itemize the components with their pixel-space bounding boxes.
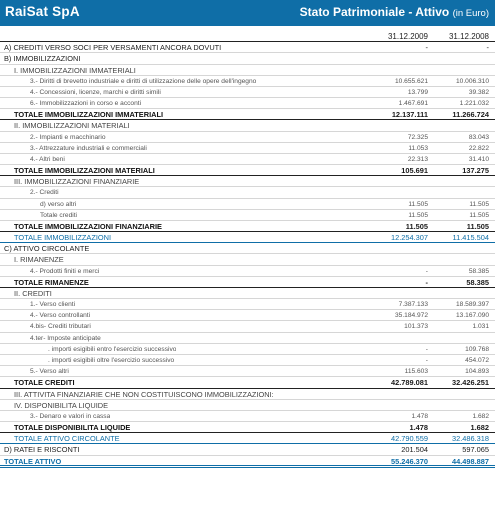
total-row — [0, 165, 495, 176]
value-2009: 11.505 — [408, 200, 428, 208]
value-2008: 44.498.887 — [452, 456, 489, 466]
value-2009: 11.505 — [408, 211, 428, 219]
value-2008: 31.12.2008 — [448, 32, 489, 41]
value-2008: 454.072 — [465, 356, 489, 364]
total-row — [0, 377, 495, 388]
value-2008: 109.768 — [465, 345, 489, 353]
value-2008: 104.893 — [465, 368, 489, 376]
table-row — [0, 243, 495, 254]
row-label: TOTALE IMMOBILIZZAZIONI MATERIALI — [14, 166, 155, 176]
row-label: 4.bis- Crediti tributari — [30, 323, 91, 331]
value-2008: 22.822 — [468, 144, 489, 152]
value-2009: 12.254.307 — [391, 233, 428, 243]
row-label: TOTALE DISPONIBILITA LIQUIDE — [14, 423, 131, 433]
table-row — [0, 76, 495, 87]
value-2009: 7.387.133 — [398, 301, 428, 309]
table-row — [0, 344, 495, 355]
value-2009: 101.373 — [404, 323, 428, 331]
row-label: 1.- Verso clienti — [30, 301, 76, 309]
value-2009: - — [425, 43, 428, 53]
value-2009: 201.504 — [401, 445, 428, 455]
balance-sheet-table — [0, 31, 495, 467]
table-row — [0, 355, 495, 366]
table-row — [0, 176, 495, 187]
row-label: TOTALE ATTIVO CIRCOLANTE — [14, 434, 120, 444]
total-row — [0, 422, 495, 433]
value-2008: 11.505 — [469, 211, 489, 219]
row-label: 2.- Impianti e macchinario — [30, 133, 106, 141]
table-row — [0, 266, 495, 277]
total-row — [0, 221, 495, 232]
row-label: TOTALE IMMOBILIZZAZIONI — [14, 233, 112, 243]
total-row — [0, 277, 495, 288]
value-2009: 42.789.081 — [391, 378, 428, 388]
value-2009: 1.478 — [409, 423, 428, 433]
value-2009: 72.325 — [407, 133, 428, 141]
table-row — [0, 411, 495, 422]
row-label: d) verso altri — [40, 200, 77, 208]
table-row — [0, 187, 495, 198]
value-2009: 13.799 — [407, 88, 428, 96]
total-row — [0, 109, 495, 120]
row-label: 3.- Diritti di brevetto industriale e diritti di utilizzazione delle opere dell'ingegno — [30, 77, 257, 85]
value-2009: 12.137.111 — [391, 110, 428, 120]
value-2009: - — [425, 277, 428, 287]
table-row — [0, 87, 495, 98]
value-2008: 83.043 — [468, 133, 489, 141]
table-row — [0, 154, 495, 165]
row-label: . importi esigibili oltre l'esercizio successivo — [48, 356, 175, 364]
row-label: C) ATTIVO CIRCOLANTE — [4, 244, 90, 254]
row-label: 5.- Verso altri — [30, 368, 69, 376]
table-row — [0, 400, 495, 411]
table-row — [0, 333, 495, 344]
value-2009: 11.505 — [405, 221, 428, 231]
row-label: 2.- Crediti — [30, 189, 59, 197]
value-2008: 58.385 — [468, 267, 489, 275]
value-2008: 1.682 — [472, 412, 489, 420]
row-label: II. IMMOBILIZZAZIONI MATERIALI — [14, 121, 130, 131]
row-label: 4.- Verso controllanti — [30, 312, 91, 320]
row-label: . importi esigibili entro l'esercizio successivo — [48, 345, 177, 353]
table-row — [0, 310, 495, 321]
row-label: III. ATTIVITA FINANZIARIE CHE NON COSTITUISCONO IMMOBILIZZAZIONI: — [14, 389, 274, 399]
total-row — [0, 232, 495, 243]
row-label: 4.- Altri beni — [30, 155, 65, 163]
table-row — [0, 444, 495, 455]
value-2008: 32.426.251 — [452, 378, 489, 388]
value-2009: 115.603 — [404, 368, 428, 376]
value-2008: 11.505 — [466, 221, 489, 231]
row-label: I. IMMOBILIZZAZIONI IMMATERIALI — [14, 65, 136, 75]
table-row — [0, 299, 495, 310]
value-2008: 32.486.318 — [452, 434, 489, 444]
row-label: 4.ter- Imposte anticipate — [30, 334, 101, 342]
row-label: TOTALE IMMOBILIZZAZIONI IMMATERIALI — [14, 110, 164, 120]
row-label: D) RATEI E RISCONTI — [4, 445, 80, 455]
table-row — [0, 254, 495, 265]
value-2009: 35.184.972 — [394, 312, 428, 320]
table-row — [0, 53, 495, 64]
row-label: 6.- Immobilizzazioni in corso e acconti — [30, 100, 142, 108]
row-label: 4.- Concessioni, licenze, marchi e diritti simili — [30, 88, 161, 96]
report-title — [300, 5, 489, 19]
row-label: TOTALE IMMOBILIZZAZIONI FINANZIARIE — [14, 221, 162, 231]
value-2009: 55.246.370 — [391, 456, 428, 466]
table-row — [0, 321, 495, 332]
value-2008: 13.167.090 — [455, 312, 489, 320]
column-header-row — [0, 31, 495, 42]
value-2008: - — [486, 43, 489, 53]
header-banner — [0, 0, 495, 26]
table-row — [0, 65, 495, 76]
table-row — [0, 98, 495, 109]
value-2009: 105.691 — [401, 166, 428, 176]
value-2009: 11.053 — [408, 144, 428, 152]
value-2008: 597.065 — [462, 445, 489, 455]
table-row — [0, 132, 495, 143]
report-unit: (in Euro) — [452, 8, 489, 19]
table-row — [0, 42, 495, 53]
value-2008: 11.415.504 — [452, 233, 489, 243]
table-row — [0, 143, 495, 154]
value-2008: 31.410 — [468, 155, 489, 163]
value-2008: 10.006.310 — [455, 77, 489, 85]
row-label: 4.- Prodotti finiti e merci — [30, 267, 100, 275]
value-2008: 11.266.724 — [452, 110, 489, 120]
row-label: 3.- Attrezzature industriali e commerciali — [30, 144, 147, 152]
row-label: TOTALE CREDITI — [14, 378, 75, 388]
value-2008: 1.221.032 — [459, 100, 489, 108]
row-label: II. CREDITI — [14, 288, 52, 298]
row-label: 3.- Denaro e valori in cassa — [30, 412, 111, 420]
row-label: I. RIMANENZE — [14, 255, 64, 265]
total-row — [0, 456, 495, 467]
value-2009: - — [425, 345, 428, 353]
value-2009: 1.467.691 — [398, 100, 428, 108]
row-label: TOTALE RIMANENZE — [14, 277, 89, 287]
row-label: TOTALE ATTIVO — [4, 456, 62, 466]
table-row — [0, 389, 495, 400]
value-2009: 10.655.621 — [394, 77, 428, 85]
value-2008: 58.385 — [466, 277, 489, 287]
table-row — [0, 366, 495, 377]
row-label: Totale crediti — [40, 211, 78, 219]
table-row — [0, 120, 495, 131]
value-2009: - — [425, 267, 428, 275]
value-2009: 31.12.2009 — [387, 32, 428, 41]
value-2009: 1.478 — [411, 412, 428, 420]
value-2009: - — [425, 356, 428, 364]
value-2008: 137.275 — [462, 166, 489, 176]
table-row — [0, 288, 495, 299]
value-2008: 39.382 — [468, 88, 489, 96]
row-label: III. IMMOBILIZZAZIONI FINANZIARIE — [14, 177, 140, 187]
value-2008: 11.505 — [469, 200, 489, 208]
total-row — [0, 433, 495, 444]
value-2009: 42.790.559 — [391, 434, 428, 444]
value-2008: 1.682 — [470, 423, 489, 433]
table-row — [0, 210, 495, 221]
value-2008: 18.589.397 — [455, 301, 489, 309]
row-label: B) IMMOBILIZZAZIONI — [4, 54, 81, 64]
row-label: IV. DISPONIBILITA LIQUIDE — [14, 400, 109, 410]
table-row — [0, 199, 495, 210]
value-2009: 22.313 — [407, 155, 428, 163]
value-2008: 1.031 — [472, 323, 489, 331]
company-name: RaiSat SpA — [5, 4, 80, 19]
row-label: A) CREDITI VERSO SOCI PER VERSAMENTI ANCORA DOVUTI — [4, 43, 222, 53]
report-title-text: Stato Patrimoniale - Attivo — [299, 5, 450, 19]
